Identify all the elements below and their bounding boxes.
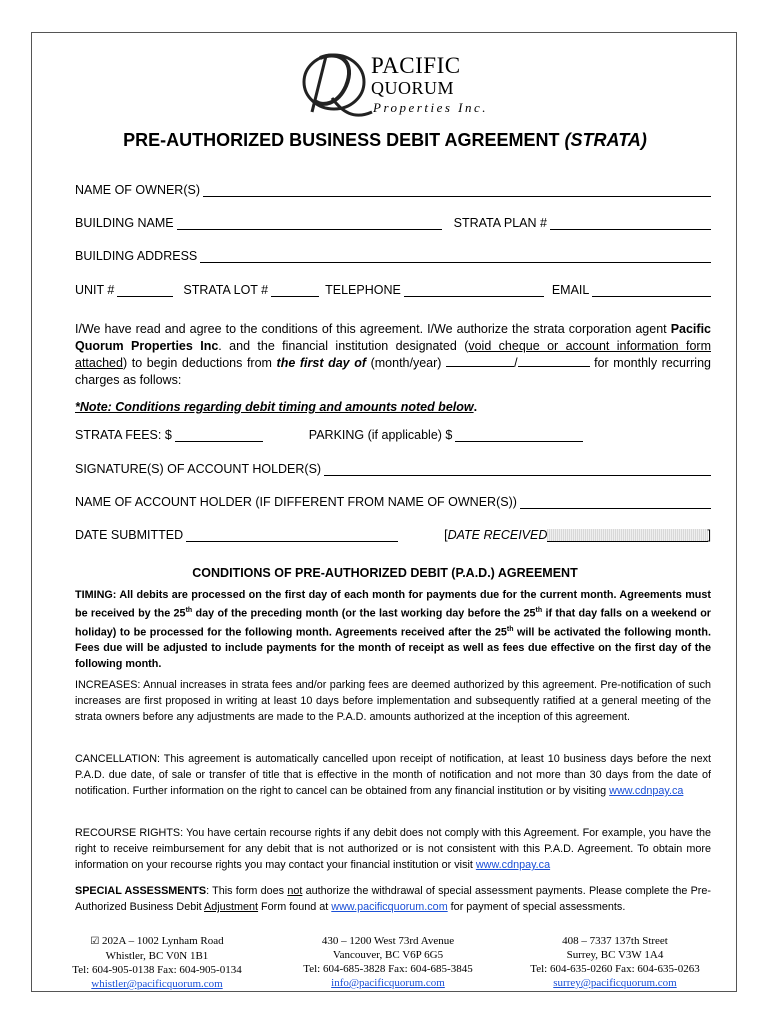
special-text-a: : This form does <box>206 885 288 897</box>
date-received-label: DATE RECEIVED <box>447 528 548 542</box>
fees-row <box>75 428 711 442</box>
office-surrey <box>515 934 715 990</box>
building-name-input[interactable] <box>177 217 442 230</box>
special-not: not <box>287 885 303 897</box>
office-address: 430 – 1200 West 73rd Avenue <box>321 935 455 947</box>
email-input[interactable] <box>592 284 711 297</box>
office-address: 202A – 1002 Lynham Road <box>102 935 224 947</box>
special-text-c: Form found at <box>258 901 332 913</box>
page-title <box>0 130 770 151</box>
agreement-text-4: (month/year) <box>366 356 447 370</box>
special-adjustment: Adjustment <box>204 901 259 913</box>
building-name-label: BUILDING NAME <box>75 216 174 230</box>
conditions-heading: CONDITIONS OF PRE-AUTHORIZED DEBIT (P.A.D.) AGREEMENT <box>192 566 578 580</box>
telephone-label: TELEPHONE <box>325 283 401 297</box>
agreement-text-3: ) to begin deductions from <box>122 356 277 370</box>
date-submitted-input[interactable] <box>186 529 398 542</box>
agreement-text-5: for monthly recurring charges as follows: <box>75 356 711 387</box>
date-slash: / <box>514 356 518 370</box>
office-city: Whistler, BC V0N 1B1 <box>105 950 209 962</box>
timing-text-a: TIMING: All debits are processed on the first day of each month for payments due for the current month. Agreements must be received by the 25 <box>75 589 711 620</box>
cancellation-paragraph <box>75 751 711 799</box>
note-label: *Note: Conditions regarding debit timing and amounts noted below <box>75 400 474 414</box>
address-row <box>75 249 711 263</box>
timing-paragraph <box>75 587 711 672</box>
timing-text-d: will be activated the following month. Fees due will be adjusted to include payments for the month of receipt as well as fees due effective on the first day of the following month. <box>75 626 711 671</box>
company-name-line1: PACIFIC <box>371 53 461 78</box>
office-address: 408 – 7337 137th Street <box>562 935 668 947</box>
office-phone: Tel: 604-685-3828 Fax: 604-685-3845 <box>303 963 473 975</box>
office-email[interactable]: info@pacificquorum.com <box>331 977 445 989</box>
unit-row <box>75 283 711 297</box>
office-email[interactable]: surrey@pacificquorum.com <box>553 977 677 989</box>
building-address-label: BUILDING ADDRESS <box>75 249 198 263</box>
owners-input[interactable] <box>203 184 711 197</box>
checkbox-icon: ☑ <box>90 936 100 947</box>
office-city: Surrey, BC V3W 1A4 <box>566 949 664 961</box>
cdnpay-link-1[interactable]: www.cdnpay.ca <box>609 785 684 797</box>
office-phone: Tel: 604-635-0260 Fax: 604-635-0263 <box>530 963 700 975</box>
title-italic: (STRATA) <box>564 130 647 150</box>
owners-row <box>75 183 711 197</box>
company-name-line2: QUORUM <box>371 78 455 98</box>
office-vancouver <box>288 934 488 990</box>
account-holder-label: NAME OF ACCOUNT HOLDER (IF DIFFERENT FROM NAME OF OWNER(S)) <box>75 495 517 509</box>
title-main: PRE-AUTHORIZED BUSINESS DEBIT AGREEMENT <box>123 130 560 150</box>
th-sup-3: th <box>506 625 514 633</box>
timing-text-b: day of the preceding month (or the last working day before the 25 <box>192 607 536 620</box>
date-received-box <box>547 529 707 542</box>
pacificquorum-link[interactable]: www.pacificquorum.com <box>331 901 448 913</box>
owners-label: NAME OF OWNER(S) <box>75 183 200 197</box>
increases-paragraph: INCREASES: Annual increases in strata fees and/or parking fees are deemed authorized by this agreement. Pre-notification of such increases are first proposed in writing at least 10 days before implementation and subsequently ratified at a general meeting of the strata owners before any adjustments are made to the P.A.D. amounts authorized at the inception of this agreement. <box>75 679 711 723</box>
company-name-line3: Properties Inc. <box>373 100 488 115</box>
year-input[interactable] <box>518 355 590 367</box>
special-label: SPECIAL ASSESSMENTS <box>75 885 207 897</box>
timing-text-c: if that day falls on a weekend or holiday) to be processed for the following month. Agreements received after the 25 <box>75 607 712 639</box>
agreement-paragraph <box>75 321 711 389</box>
building-row <box>75 216 711 230</box>
unit-input[interactable] <box>117 284 173 297</box>
special-paragraph <box>75 883 711 915</box>
first-day-text: the first day of <box>276 356 367 370</box>
parking-label: PARKING (if applicable) $ <box>308 428 453 442</box>
special-text-d: for payment of special assessments. <box>447 901 626 913</box>
office-email[interactable]: whistler@pacificquorum.com <box>91 978 223 990</box>
agreement-text-1: I/We have read and agree to the conditions of this agreement. I/We authorize the strata corporation agent <box>75 322 671 336</box>
void-cheque-text: void cheque or account information form attached <box>75 339 711 370</box>
recourse-paragraph <box>75 825 711 873</box>
signature-label: SIGNATURE(S) OF ACCOUNT HOLDER(S) <box>75 462 322 476</box>
cdnpay-link-2[interactable]: www.cdnpay.ca <box>475 859 551 871</box>
office-phone: Tel: 604-905-0138 Fax: 604-905-0134 <box>72 964 242 976</box>
parking-input[interactable] <box>455 429 583 442</box>
account-holder-input[interactable] <box>520 496 711 509</box>
agent-name: Pacific Quorum Properties Inc <box>75 322 711 353</box>
strata-plan-label: STRATA PLAN # <box>453 216 547 230</box>
email-label: EMAIL <box>551 283 590 297</box>
agreement-text-2: . and the financial institution designated ( <box>218 339 469 353</box>
building-address-input[interactable] <box>200 250 711 263</box>
office-city: Vancouver, BC V6P 6G5 <box>332 949 444 961</box>
th-sup-2: th <box>535 607 543 614</box>
strata-plan-input[interactable] <box>550 217 711 230</box>
office-whistler <box>62 934 252 991</box>
strata-lot-input[interactable] <box>271 284 319 297</box>
signature-row <box>75 462 711 476</box>
special-text-b: authorize the withdrawal of special assessment payments. Please complete the Pre-Authorized Business Debit <box>75 885 711 913</box>
th-sup-1: th <box>185 607 193 614</box>
month-input[interactable] <box>446 355 514 367</box>
telephone-input[interactable] <box>404 284 544 297</box>
recourse-text: RECOURSE RIGHTS: You have certain recourse rights if any debit does not comply with this Agreement. For example, you have the right to receive reimbursement for any debit that is not authorized or is not consistent with this P.A.D. Agreement. To obtain more information on your recourse rights you may contact your financial institution or visit <box>75 827 711 871</box>
note-text: *Note: Conditions regarding debit timing and amounts noted below. <box>75 400 478 414</box>
unit-label: UNIT # <box>75 283 115 297</box>
date-submitted-label: DATE SUBMITTED <box>75 528 184 542</box>
cancellation-text: CANCELLATION: This agreement is automatically cancelled upon receipt of notification, at least 10 business days before the next P.A.D. due date, of sale or transfer of title that is effective in the month of notification and not more than 30 days from the date of notification. Further information on the right to cancel can be obtained from any financial institution or by visiting <box>75 753 711 797</box>
strata-lot-label: STRATA LOT # <box>183 283 269 297</box>
strata-fees-input[interactable] <box>175 429 263 442</box>
date-row: DATE SUBMITTED [ DATE RECEIVED ] <box>75 528 711 542</box>
signature-input[interactable] <box>324 463 711 476</box>
strata-fees-label: STRATA FEES: $ <box>75 428 172 442</box>
account-holder-row <box>75 495 711 509</box>
